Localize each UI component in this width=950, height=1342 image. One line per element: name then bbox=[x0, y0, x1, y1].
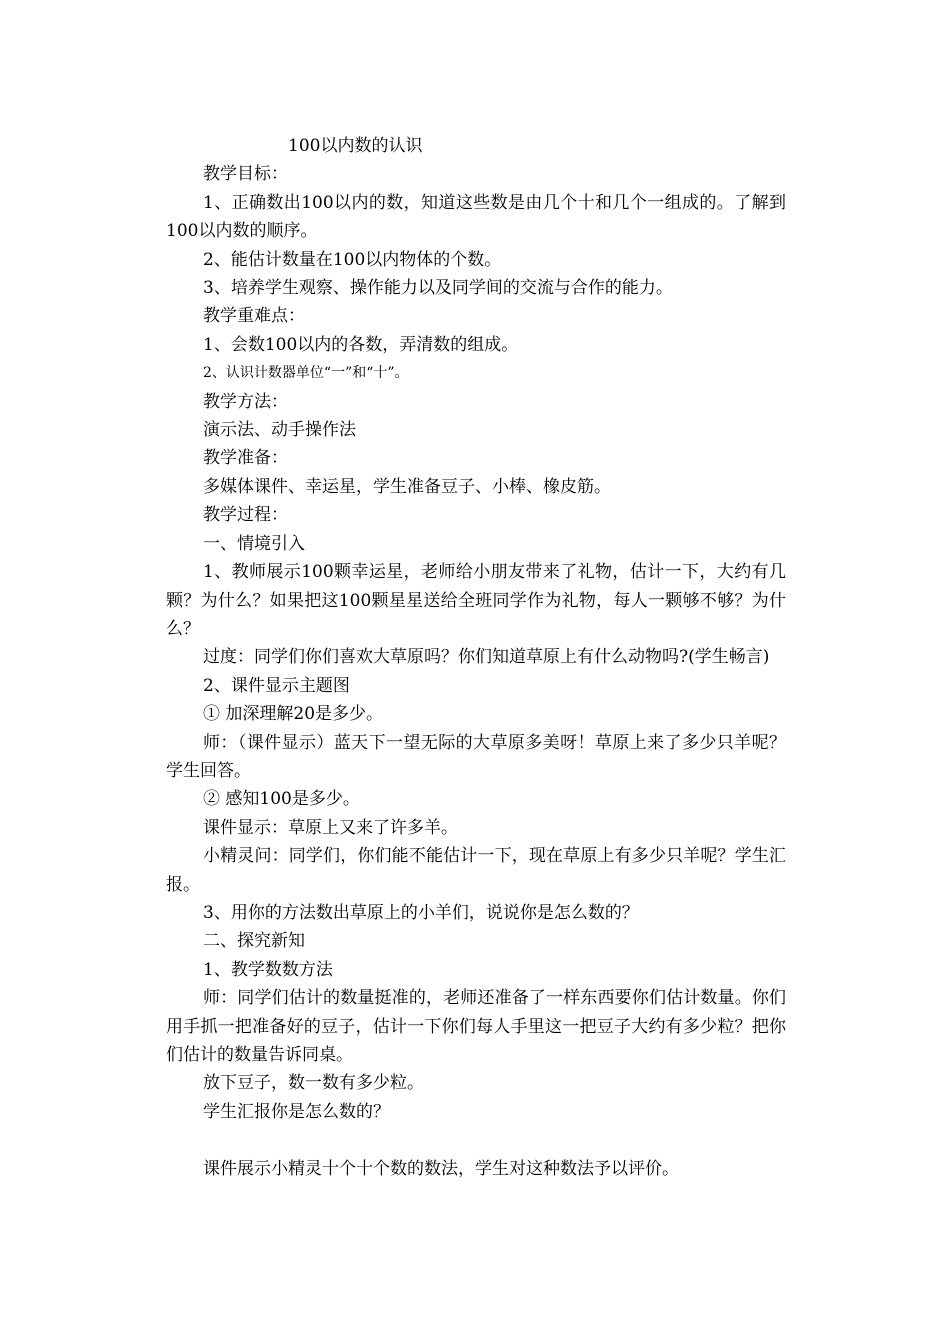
paragraph-courseware-1: 课件显示：草原上又来了许多羊。 bbox=[203, 817, 458, 838]
paragraph-section-2: 二、探究新知 bbox=[203, 931, 305, 952]
paragraph-step-3: 3、用你的方法数出草原上的小羊们，说说你是怎么数的？ bbox=[203, 902, 639, 923]
paragraph-teacher-1: 师：（课件显示）蓝天下一望无际的大草原多美呀！草原上来了多少只羊呢？学生回答。 bbox=[166, 732, 786, 781]
paragraph-objective-2: 2、能估计数量在100以内物体的个数。 bbox=[203, 249, 502, 270]
document-title: 100以内数的认识 bbox=[288, 136, 423, 156]
blank-line bbox=[166, 1126, 786, 1154]
paragraph-key-point-1: 1、会数100以内的各数，弄清数的组成。 bbox=[203, 334, 519, 355]
paragraph-transition: 过度：同学们你们喜欢大草原吗？你们知道草原上有什么动物吗?(学生畅言) bbox=[203, 647, 770, 668]
paragraph-methods-heading: 教学方法： bbox=[203, 391, 288, 412]
paragraph-objective-3: 3、培养学生观察、操作能力以及同学间的交流与合作的能力。 bbox=[203, 278, 673, 299]
paragraph-objectives-heading: 教学目标： bbox=[203, 164, 288, 185]
paragraph-key-point-2: 2、认识计数器单位“一”和“十”。 bbox=[203, 365, 409, 382]
paragraph-count-beans: 放下豆子，数一数有多少粒。 bbox=[203, 1073, 424, 1094]
paragraph-key-points-heading: 教学重难点： bbox=[203, 306, 305, 327]
paragraph-preparation: 多媒体课件、幸运星，学生准备豆子、小棒、橡皮筋。 bbox=[203, 476, 611, 497]
paragraph-sprite-question: 小精灵问：同学们，你们能不能估计一下，现在草原上有多少只羊呢？学生汇报。 bbox=[166, 846, 786, 895]
paragraph-objective-1: 1、正确数出100以内的数，知道这些数是由几个十和几个一组成的。了解到100以内数的顺序。 bbox=[166, 192, 786, 242]
paragraph-step-2: 2、课件显示主题图 bbox=[203, 675, 350, 696]
paragraph-teacher-2: 师：同学们估计的数量挺准的，老师还准备了一样东西要你们估计数量。你们用手抓一把准备好的豆子，估计一下你们每人手里这一把豆子大约有多少粒？把你们估计的数量告诉同桌。 bbox=[166, 988, 786, 1065]
paragraph-step-2-b: ② 感知100是多少。 bbox=[203, 789, 360, 810]
paragraph-courseware-2: 课件展示小精灵十个十个数的数法，学生对这种数法予以评价。 bbox=[203, 1158, 679, 1179]
paragraph-step-1: 1、教师展示100颗幸运星，老师给小朋友带来了礼物，估计一下，大约有几颗？为什么？如果把这100颗星星送给全班同学作为礼物，每人一颗够不够？为什么？ bbox=[166, 562, 786, 639]
paragraph-process-heading: 教学过程： bbox=[203, 505, 288, 526]
paragraph-counting-method: 1、教学数数方法 bbox=[203, 959, 333, 980]
paragraph-preparation-heading: 教学准备： bbox=[203, 448, 288, 469]
paragraph-student-report: 学生汇报你是怎么数的？ bbox=[203, 1101, 390, 1122]
paragraph-step-2-a: ① 加深理解20是多少。 bbox=[203, 704, 384, 725]
paragraph-section-1: 一、情境引入 bbox=[203, 533, 305, 554]
paragraph-methods: 演示法、动手操作法 bbox=[203, 420, 356, 441]
document-body bbox=[166, 132, 786, 1183]
